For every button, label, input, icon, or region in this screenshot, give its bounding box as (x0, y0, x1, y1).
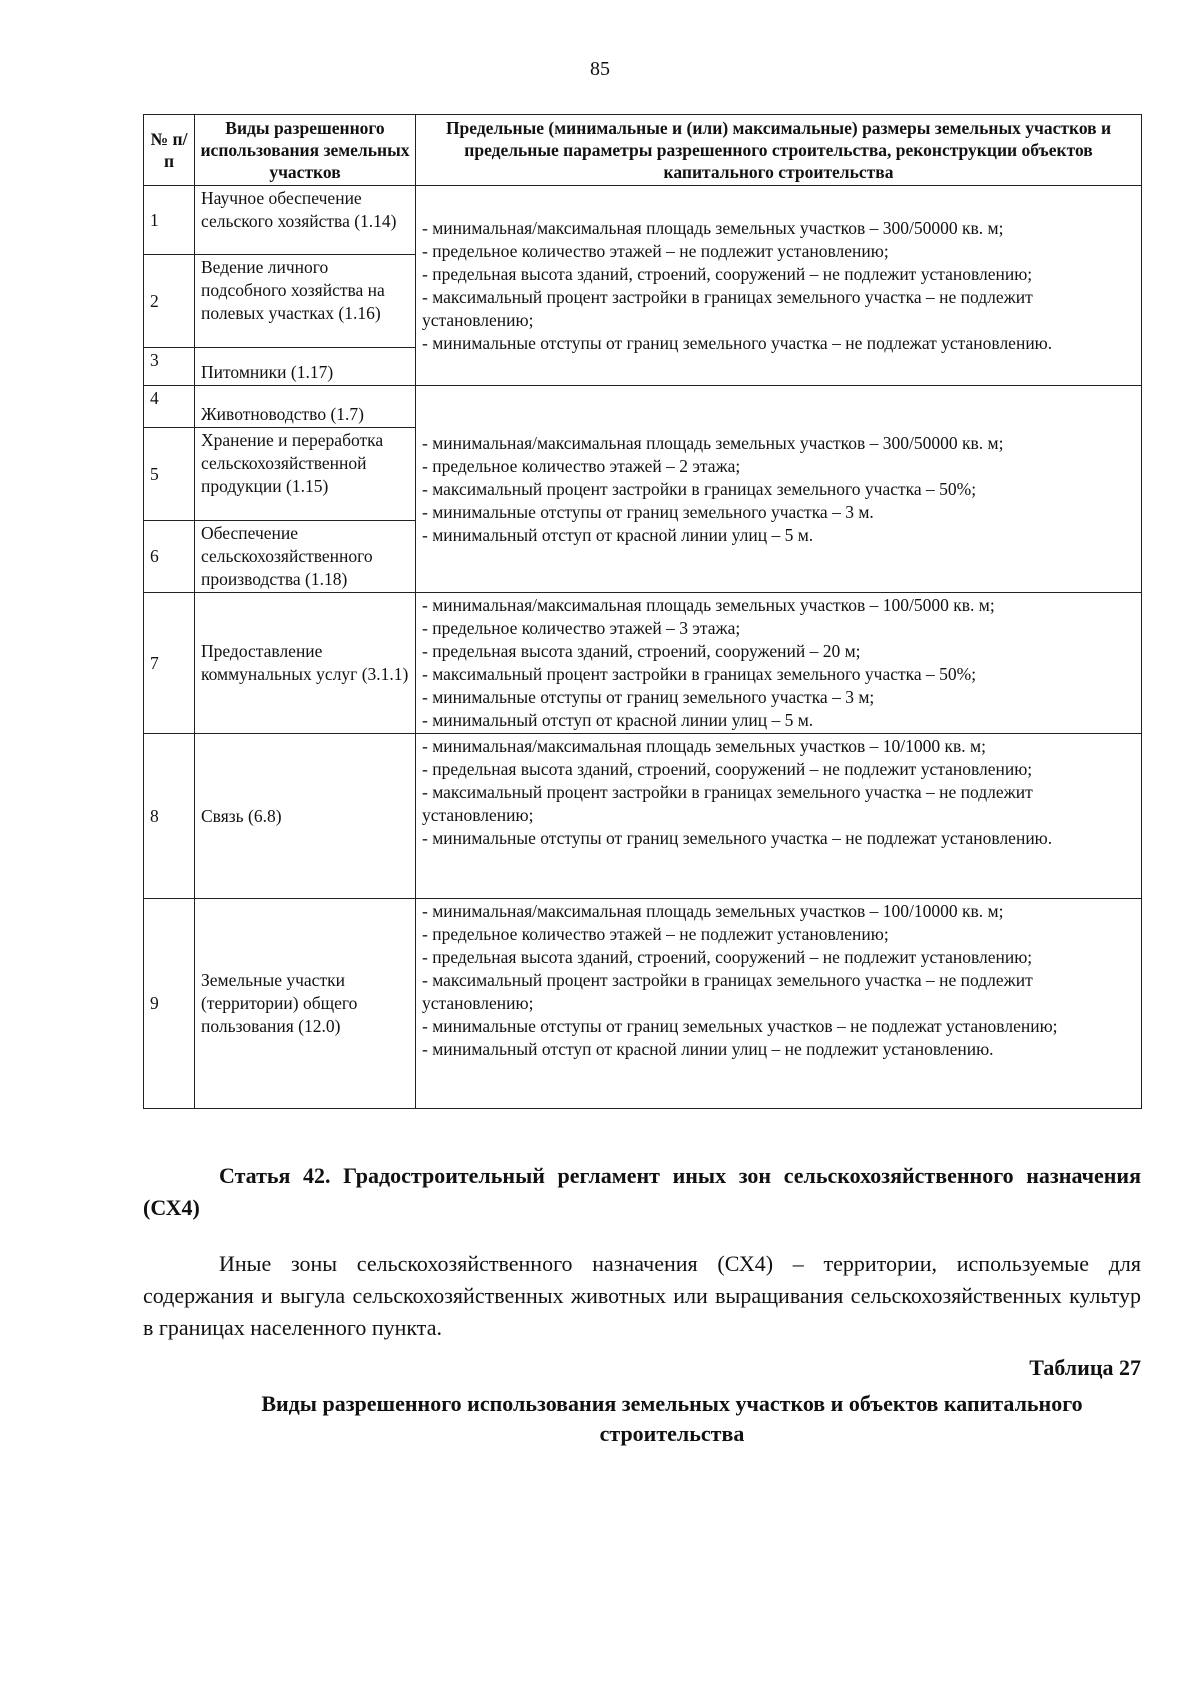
row-num: 6 (144, 521, 195, 593)
row-num: 4 (144, 386, 195, 428)
param-line: - минимальные отступы от границ земельного участка – 3 м; (422, 687, 875, 707)
param-line: - предельная высота зданий, строений, сооружений – 20 м; (422, 641, 861, 661)
param-line: - минимальная/максимальная площадь земельных участков – 300/50000 кв. м; (422, 217, 1004, 238)
row-num: 7 (144, 593, 195, 734)
param-line: - минимальная/максимальная площадь земельных участков – 100/5000 кв. м; (422, 595, 995, 615)
param-line: - минимальная/максимальная площадь земельных участков – 10/1000 кв. м; (422, 736, 986, 756)
row-kind: Связь (6.8) (195, 734, 416, 899)
param-line: - предельное количество этажей – 3 этажа; (422, 618, 741, 638)
table-row (144, 899, 1142, 1109)
table-row (144, 593, 1142, 734)
article-body: Иные зоны сельскохозяйственного назначения (СХ4) – территории, используемые для содержания и выгула сельскохозяйственных животных или выращивания сельскохозяйственных культур в границах населенного пункта. (143, 1251, 1141, 1340)
table-row (144, 386, 1142, 428)
row-num: 2 (144, 255, 195, 348)
header-kind: Виды разрешенного использования земельных участков (195, 115, 416, 186)
param-line: - предельное количество этажей – 2 этажа; (422, 455, 741, 476)
row-params (416, 734, 1142, 899)
row-params (416, 186, 1142, 386)
row-kind: Животноводство (1.7) (195, 386, 416, 428)
page-number: 85 (590, 58, 610, 80)
table-row (144, 734, 1142, 899)
row-params (416, 386, 1142, 593)
param-line: - предельное количество этажей – не подлежит установлению; (422, 240, 889, 261)
row-num: 1 (144, 186, 195, 255)
param-line: - максимальный процент застройки в границах земельного участка – не подлежит установлению; (422, 970, 1033, 1013)
param-line: - минимальные отступы от границ земельного участка – не подлежат установлению. (422, 332, 1053, 353)
param-line: - минимальные отступы от границ земельного участка – 3 м. (422, 501, 874, 522)
param-line: - минимальные отступы от границ земельных участков – не подлежат установлению; (422, 1016, 1058, 1036)
param-line: - минимальный отступ от красной линии улиц – не подлежит установлению. (422, 1039, 994, 1059)
table-number-label: Таблица 27 (1029, 1355, 1141, 1380)
param-line: - предельное количество этажей – не подлежит установлению; (422, 924, 889, 944)
param-line: - минимальные отступы от границ земельного участка – не подлежат установлению. (422, 828, 1053, 848)
row-kind: Ведение личного подсобного хозяйства на полевых участках (1.16) (195, 255, 416, 348)
param-line: - максимальный процент застройки в границах земельного участка – 50%; (422, 664, 977, 684)
regulation-table (143, 114, 1142, 1109)
header-num: № п/п (144, 115, 195, 186)
table-row (144, 186, 1142, 255)
header-params: Предельные (минимальные и (или) максимальные) размеры земельных участков и предельные параметры разрешенного строительства, реконструкции объектов капитального строительства (416, 115, 1142, 186)
row-kind: Обеспечение сельскохозяйственного производства (1.18) (195, 521, 416, 593)
param-line: - минимальная/максимальная площадь земельных участков – 300/50000 кв. м; (422, 432, 1004, 453)
table-header-row (144, 115, 1142, 186)
row-num: 9 (144, 899, 195, 1109)
table-caption: Виды разрешенного использования земельных участков и объектов капитального строительства (261, 1391, 1083, 1446)
param-line: - минимальная/максимальная площадь земельных участков – 100/10000 кв. м; (422, 901, 1004, 921)
row-params (416, 593, 1142, 734)
row-kind: Питомники (1.17) (195, 348, 416, 386)
param-line: - предельная высота зданий, строений, сооружений – не подлежит установлению; (422, 947, 1033, 967)
param-line: - предельная высота зданий, строений, сооружений – не подлежит установлению; (422, 759, 1033, 779)
row-num: 8 (144, 734, 195, 899)
param-line: - предельная высота зданий, строений, сооружений – не подлежит установлению; (422, 263, 1033, 284)
param-line: - минимальный отступ от красной линии улиц – 5 м. (422, 524, 814, 545)
row-kind: Предоставление коммунальных услуг (3.1.1) (195, 593, 416, 734)
row-num: 3 (144, 348, 195, 386)
row-kind: Научное обеспечение сельского хозяйства (1.14) (195, 186, 416, 255)
row-kind: Хранение и переработка сельскохозяйственной продукции (1.15) (195, 428, 416, 521)
param-line: - минимальный отступ от красной линии улиц – 5 м. (422, 710, 814, 730)
row-kind: Земельные участки (территории) общего пользования (12.0) (195, 899, 416, 1109)
article-title: Статья 42. Градостроительный регламент иных зон сельскохозяйственного назначения (СХ4) (143, 1163, 1141, 1220)
row-num: 5 (144, 428, 195, 521)
row-params (416, 899, 1142, 1109)
param-line: - максимальный процент застройки в границах земельного участка – не подлежит установлению; (422, 286, 1033, 330)
param-line: - максимальный процент застройки в границах земельного участка – не подлежит установлению; (422, 782, 1033, 825)
param-line: - максимальный процент застройки в границах земельного участка – 50%; (422, 478, 977, 499)
